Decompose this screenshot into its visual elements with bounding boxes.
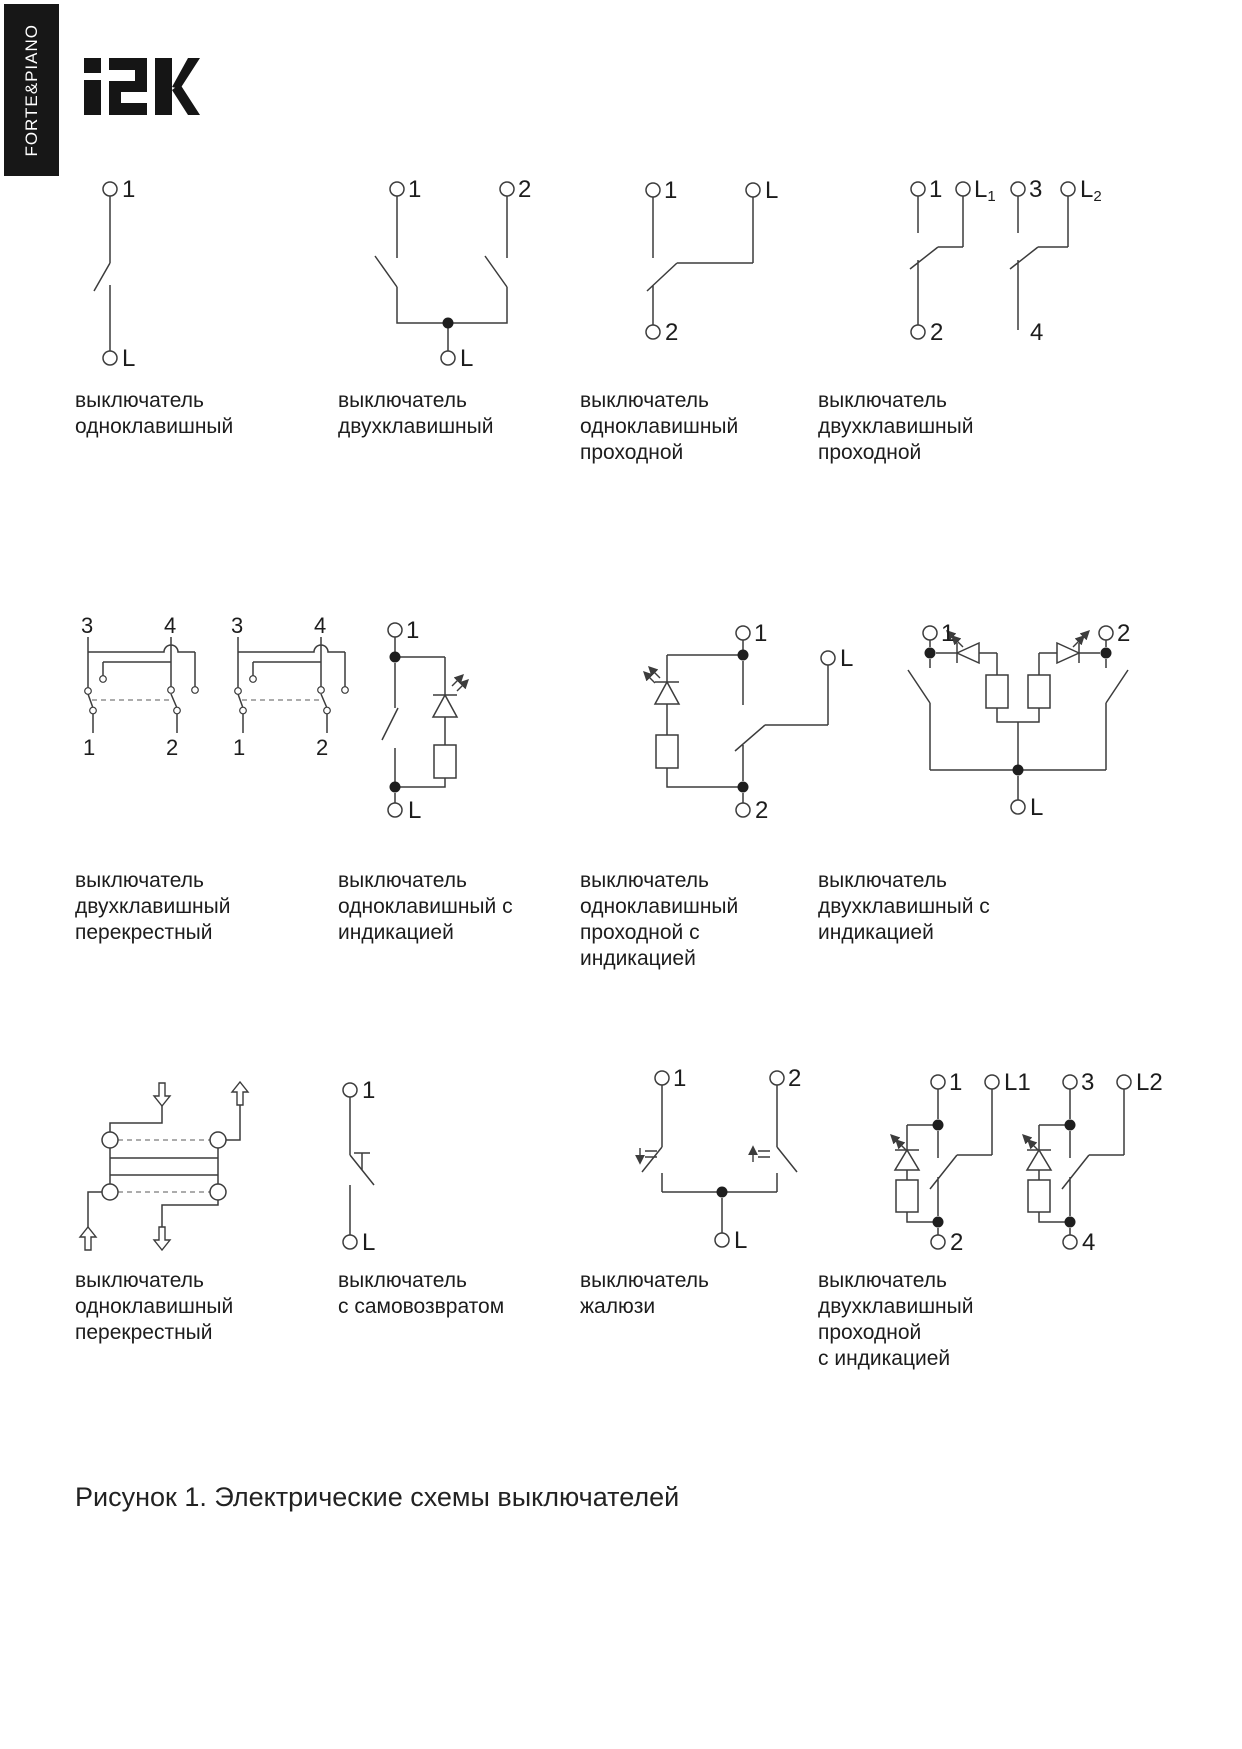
schematic-1gang-2way-indicator: [620, 610, 854, 825]
caption-switch-2gang-indicator: [818, 868, 990, 946]
caption-line: жалюзи: [580, 1295, 656, 1318]
terminal-label: L: [734, 1227, 748, 1254]
caption-line: одноклавишный: [580, 415, 739, 438]
terminal-label: 2: [1117, 620, 1131, 647]
schematic-2gang-2way-indicator: [880, 1070, 1170, 1260]
terminal-label: L: [1030, 794, 1044, 821]
schematic-1gang-intermediate: [70, 1075, 270, 1265]
terminal-label: 1: [664, 177, 678, 204]
terminal-label: L: [840, 645, 854, 672]
schematic-1gang: [60, 160, 180, 375]
terminal-label: L: [765, 177, 779, 204]
caption-line: проходной: [818, 1321, 922, 1344]
terminal-label: 4: [1030, 319, 1044, 346]
terminal-label: 3: [1081, 1069, 1095, 1096]
terminal-label: 2: [950, 1229, 964, 1256]
caption-line: проходной: [818, 441, 922, 464]
caption-line: одноклавишный: [580, 895, 739, 918]
terminal-label: 1: [406, 617, 420, 644]
schematic-1gang-indicator: [340, 610, 480, 825]
terminal-label: 1: [408, 176, 422, 203]
caption-line: выключатель: [580, 1269, 709, 1292]
terminal-label: 2: [755, 797, 769, 824]
caption-switch-2gang-2way: [818, 388, 973, 466]
terminal-label: 2: [788, 1065, 802, 1092]
terminal-label: L2: [1136, 1069, 1163, 1096]
diagram-switch-2gang-2way-indicator: [880, 1070, 1170, 1260]
diagram-switch-2gang-intermediate: [65, 605, 365, 775]
terminal-label: 2: [930, 319, 944, 346]
diagram-switch-1gang-intermediate: [70, 1075, 270, 1265]
diagram-switch-1gang-2way: [600, 160, 820, 375]
caption-line: выключатель: [338, 1269, 467, 1292]
caption-line: с индикацией: [818, 1347, 951, 1370]
terminal-label: 3: [81, 613, 94, 638]
series-brand-bar: [4, 4, 59, 176]
terminal-label: 1: [122, 176, 136, 203]
caption-line: выключатель: [818, 389, 947, 412]
diagram-switch-1gang-2way-indicator: [620, 610, 854, 825]
caption-line: выключатель: [338, 869, 467, 892]
terminal-label: 1: [941, 620, 955, 647]
caption-line: выключатель: [75, 1269, 204, 1292]
caption-line: выключатель: [818, 869, 947, 892]
terminal-label: 1: [949, 1069, 963, 1096]
schematic-1gang-2way: [600, 160, 820, 375]
caption-line: индикацией: [818, 921, 934, 944]
caption-line: одноклавишный: [75, 1295, 234, 1318]
caption-switch-1gang-2way: [580, 388, 738, 466]
terminal-label: L1: [1004, 1069, 1031, 1096]
terminal-label: L: [122, 345, 136, 372]
terminal-label: 4: [164, 613, 177, 638]
caption-line: двухклавишный: [818, 1295, 974, 1318]
caption-switch-2gang: [338, 388, 493, 440]
caption-switch-1gang-intermediate: [75, 1268, 233, 1346]
caption-line: с самовозвратом: [338, 1295, 505, 1318]
diagram-switch-momentary: [310, 1075, 430, 1265]
terminal-label: 1: [929, 176, 943, 203]
terminal-label: 4: [1082, 1229, 1096, 1256]
terminal-label: 1: [673, 1065, 687, 1092]
terminal-label: 1: [83, 735, 96, 760]
series-brand-label: FORTE&PIANO: [21, 23, 41, 157]
caption-line: перекрестный: [75, 1321, 213, 1344]
schematic-2gang-indicator: [890, 610, 1130, 825]
terminal-label: L: [460, 345, 474, 372]
caption-switch-shutter: [580, 1268, 709, 1320]
schematic-shutter: [620, 1065, 840, 1260]
caption-line: одноклавишный с: [338, 895, 513, 918]
caption-line: проходной с: [580, 921, 700, 944]
terminal-label: 2: [665, 319, 679, 346]
caption-line: выключатель: [818, 1269, 947, 1292]
diagram-switch-shutter: [620, 1065, 840, 1260]
caption-line: выключатель: [75, 389, 204, 412]
terminal-label: L: [408, 797, 422, 824]
caption-switch-2gang-intermediate: [75, 868, 230, 946]
caption-switch-1gang-2way-indicator: [580, 868, 738, 972]
terminal-label: L2: [1080, 176, 1102, 205]
caption-switch-1gang: [75, 388, 233, 440]
caption-switch-2gang-2way-indicator: [818, 1268, 973, 1372]
terminal-label: 3: [231, 613, 244, 638]
schematic-momentary: [310, 1075, 430, 1265]
caption-line: двухклавишный: [338, 415, 494, 438]
caption-line: выключатель: [580, 869, 709, 892]
caption-line: индикацией: [580, 947, 696, 970]
terminal-label: L: [362, 1229, 376, 1256]
diagram-switch-1gang: [60, 160, 180, 375]
caption-line: одноклавишный: [75, 415, 234, 438]
schematic-2gang-2way: [880, 160, 1110, 375]
terminal-label: 2: [166, 735, 179, 760]
caption-line: перекрестный: [75, 921, 213, 944]
figure-caption: Рисунок 1. Электрические схемы выключателей: [75, 1482, 680, 1512]
terminal-label: 3: [1029, 176, 1043, 203]
terminal-label: 1: [362, 1077, 376, 1104]
terminal-label: 1: [233, 735, 246, 760]
terminal-label: 4: [314, 613, 327, 638]
caption-line: двухклавишный с: [818, 895, 990, 918]
caption-line: двухклавишный: [818, 415, 974, 438]
caption-line: индикацией: [338, 921, 454, 944]
diagram-switch-2gang-indicator: [890, 610, 1130, 825]
diagram-switch-2gang: [330, 160, 540, 375]
terminal-label: L1: [974, 176, 996, 205]
diagram-switch-1gang-indicator: [340, 610, 480, 825]
schematic-2gang-intermediate: [65, 605, 365, 775]
caption-switch-momentary: [338, 1268, 504, 1320]
caption-switch-1gang-indicator: [338, 868, 513, 946]
terminal-label: 1: [754, 620, 768, 647]
caption-line: выключатель: [338, 389, 467, 412]
iek-logo: [84, 58, 200, 115]
terminal-label: 2: [316, 735, 329, 760]
caption-line: двухклавишный: [75, 895, 231, 918]
diagram-switch-2gang-2way: [880, 160, 1110, 375]
caption-line: выключатель: [580, 389, 709, 412]
caption-line: проходной: [580, 441, 684, 464]
schematic-2gang: [330, 160, 540, 375]
terminal-label: 2: [518, 176, 532, 203]
caption-line: выключатель: [75, 869, 204, 892]
